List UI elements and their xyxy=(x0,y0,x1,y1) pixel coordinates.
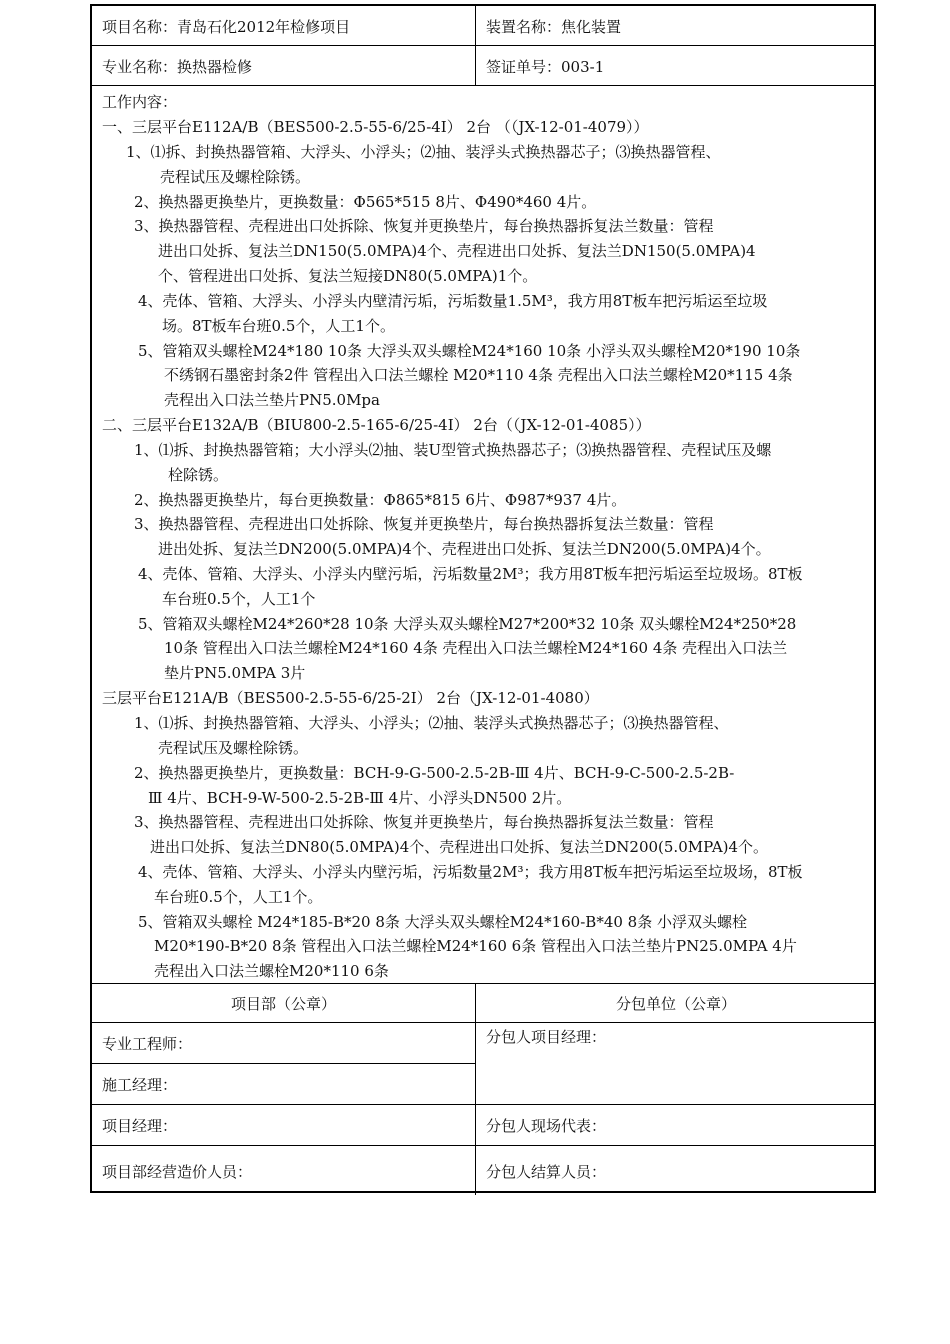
visa-form xyxy=(90,4,876,1193)
divider xyxy=(92,1104,874,1105)
work-content-title: 工作内容： xyxy=(102,93,178,111)
construction-manager-label: 施工经理： xyxy=(102,1076,178,1094)
content-line: 场。8T板车台班0.5个，人工1个。 xyxy=(162,317,395,335)
content-line: 1、⑴拆、封换热器管箱、大浮头、小浮头；⑵抽、装浮头式换热器芯子；⑶换热器管程、 xyxy=(134,714,729,732)
content-line: 壳程试压及螺栓除锈。 xyxy=(158,739,309,757)
content-line: 4、壳体、管箱、大浮头、小浮头内壁污垢，污垢数量2M³；我方用8T板车把污垢运至垃圾场。8T板 xyxy=(138,565,803,583)
project-dept-seal-label: 项目部（公章） xyxy=(230,995,336,1013)
divider xyxy=(92,45,874,46)
sub-settlement-label: 分包人结算人员： xyxy=(486,1163,607,1181)
cost-staff-label: 项目部经营造价人员： xyxy=(102,1163,253,1181)
section-heading: 三层平台E121A/B（BES500-2.5-55-6/25-2Ⅰ） 2台（JX-12-01-4080） xyxy=(102,689,599,707)
content-line: 5、管箱双头螺栓M24*180 10条 大浮头双头螺栓M24*160 10条 小浮头双头螺栓M20*190 10条 xyxy=(138,342,801,360)
divider xyxy=(92,1063,475,1064)
engineer-label: 专业工程师： xyxy=(102,1035,193,1053)
content-line: 个、管程进出口处拆、复法兰短接DN80(5.0MPA)1个。 xyxy=(158,267,538,285)
unit-name: 装置名称：焦化装置 xyxy=(486,18,622,36)
project-name: 项目名称：青岛石化2012年检修项目 xyxy=(102,18,351,36)
content-line: 车台班0.5个，人工1个。 xyxy=(154,888,323,906)
content-line: 10条 管程出入口法兰螺栓M24*160 4条 壳程出入口法兰螺栓M24*160 4条 壳程出入口法兰 xyxy=(164,639,788,657)
section-heading: 二、三层平台E132A/B（BIU800-2.5-165-6/25-4Ⅰ） 2台（（JX-12-01-4085）） xyxy=(102,416,651,434)
divider xyxy=(475,6,476,85)
content-line: 2、换热器更换垫片，更换数量：Φ565*515 8片、Φ490*460 4片。 xyxy=(134,193,597,211)
content-line: 5、管箱双头螺栓M24*260*28 10条 大浮头双头螺栓M27*200*32 10条 双头螺栓M24*250*28 xyxy=(138,615,797,633)
content-line: 3、换热器管程、壳程进出口处拆除、恢复并更换垫片，每台换热器拆复法兰数量：管程 xyxy=(134,217,714,235)
content-line: 垫片PN5.0MPA 3片 xyxy=(164,664,306,682)
content-line: 3、换热器管程、壳程进出口处拆除、恢复并更换垫片，每台换热器拆复法兰数量：管程 xyxy=(134,515,714,533)
content-line: 1、⑴拆、封换热器管箱、大浮头、小浮头；⑵抽、装浮头式换热器芯子；⑶换热器管程、 xyxy=(126,143,721,161)
subcontractor-seal-label: 分包单位（公章） xyxy=(615,995,736,1013)
content-line: 2、换热器更换垫片，更换数量：BCH-9-G-500-2.5-2B-Ⅲ 4片、BCH-9-C-500-2.5-2B- xyxy=(134,764,735,782)
divider xyxy=(92,1145,874,1146)
divider xyxy=(92,983,874,984)
content-line: 3、换热器管程、壳程进出口处拆除、恢复并更换垫片，每台换热器拆复法兰数量：管程 xyxy=(134,813,714,831)
content-line: 壳程试压及螺栓除锈。 xyxy=(160,168,311,186)
content-line: M20*190-B*20 8条 管程出入口法兰螺栓M24*160 6条 管程出入口法兰垫片PN25.0MPA 4片 xyxy=(154,937,797,955)
content-line: 栓除锈。 xyxy=(168,466,229,484)
divider xyxy=(92,85,874,86)
divider xyxy=(475,983,476,1195)
visa-number: 签证单号：003-1 xyxy=(486,58,605,76)
content-line: 进出口处拆、复法兰DN80(5.0MPA)4个、壳程进出口处拆、复法兰DN200(5.0MPA)4个。 xyxy=(150,838,769,856)
discipline-name: 专业名称：换热器检修 xyxy=(102,58,253,76)
content-line: 壳程出入口法兰螺栓M20*110 6条 xyxy=(154,962,389,980)
content-line: Ⅲ 4片、BCH-9-W-500-2.5-2B-Ⅲ 4片、小浮头DN500 2片。 xyxy=(148,789,572,807)
pm-label: 项目经理： xyxy=(102,1117,178,1135)
content-line: 4、壳体、管箱、大浮头、小浮头内壁污垢，污垢数量2M³；我方用8T板车把污垢运至垃圾场，8T板 xyxy=(138,863,803,881)
content-line: 车台班0.5个，人工1个 xyxy=(162,590,316,608)
content-line: 壳程出入口法兰垫片PN5.0Mpa xyxy=(164,391,380,409)
content-line: 5、管箱双头螺栓 M24*185-B*20 8条 大浮头双头螺栓M24*160-B*40 8条 小浮双头螺栓 xyxy=(138,913,747,931)
section-heading: 一、三层平台E112A/B（BES500-2.5-55-6/25-4Ⅰ） 2台 （（JX-12-01-4079）） xyxy=(102,118,649,136)
content-line: 不绣钢石墨密封条2件 管程出入口法兰螺栓 M20*110 4条 壳程出入口法兰螺栓M20*115 4条 xyxy=(164,366,793,384)
content-line: 进出口处拆、复法兰DN150(5.0MPA)4个、壳程进出口处拆、复法兰DN150(5.0MPA)4 xyxy=(158,242,756,260)
content-line: 2、换热器更换垫片，每台更换数量：Φ865*815 6片、Φ987*937 4片。 xyxy=(134,491,627,509)
sub-site-rep-label: 分包人现场代表： xyxy=(486,1117,607,1135)
content-line: 1、⑴拆、封换热器管箱；大小浮头⑵抽、装U型管式换热器芯子；⑶换热器管程、壳程试压及螺 xyxy=(134,441,772,459)
content-line: 进出处拆、复法兰DN200(5.0MPA)4个、壳程进出口处拆、复法兰DN200(5.0MPA)4个。 xyxy=(158,540,771,558)
sub-pm-label: 分包人项目经理： xyxy=(486,1028,607,1046)
divider xyxy=(92,1022,874,1023)
content-line: 4、壳体、管箱、大浮头、小浮头内壁清污垢，污垢数量1.5M³，我方用8T板车把污垢运至垃圾 xyxy=(138,292,768,310)
